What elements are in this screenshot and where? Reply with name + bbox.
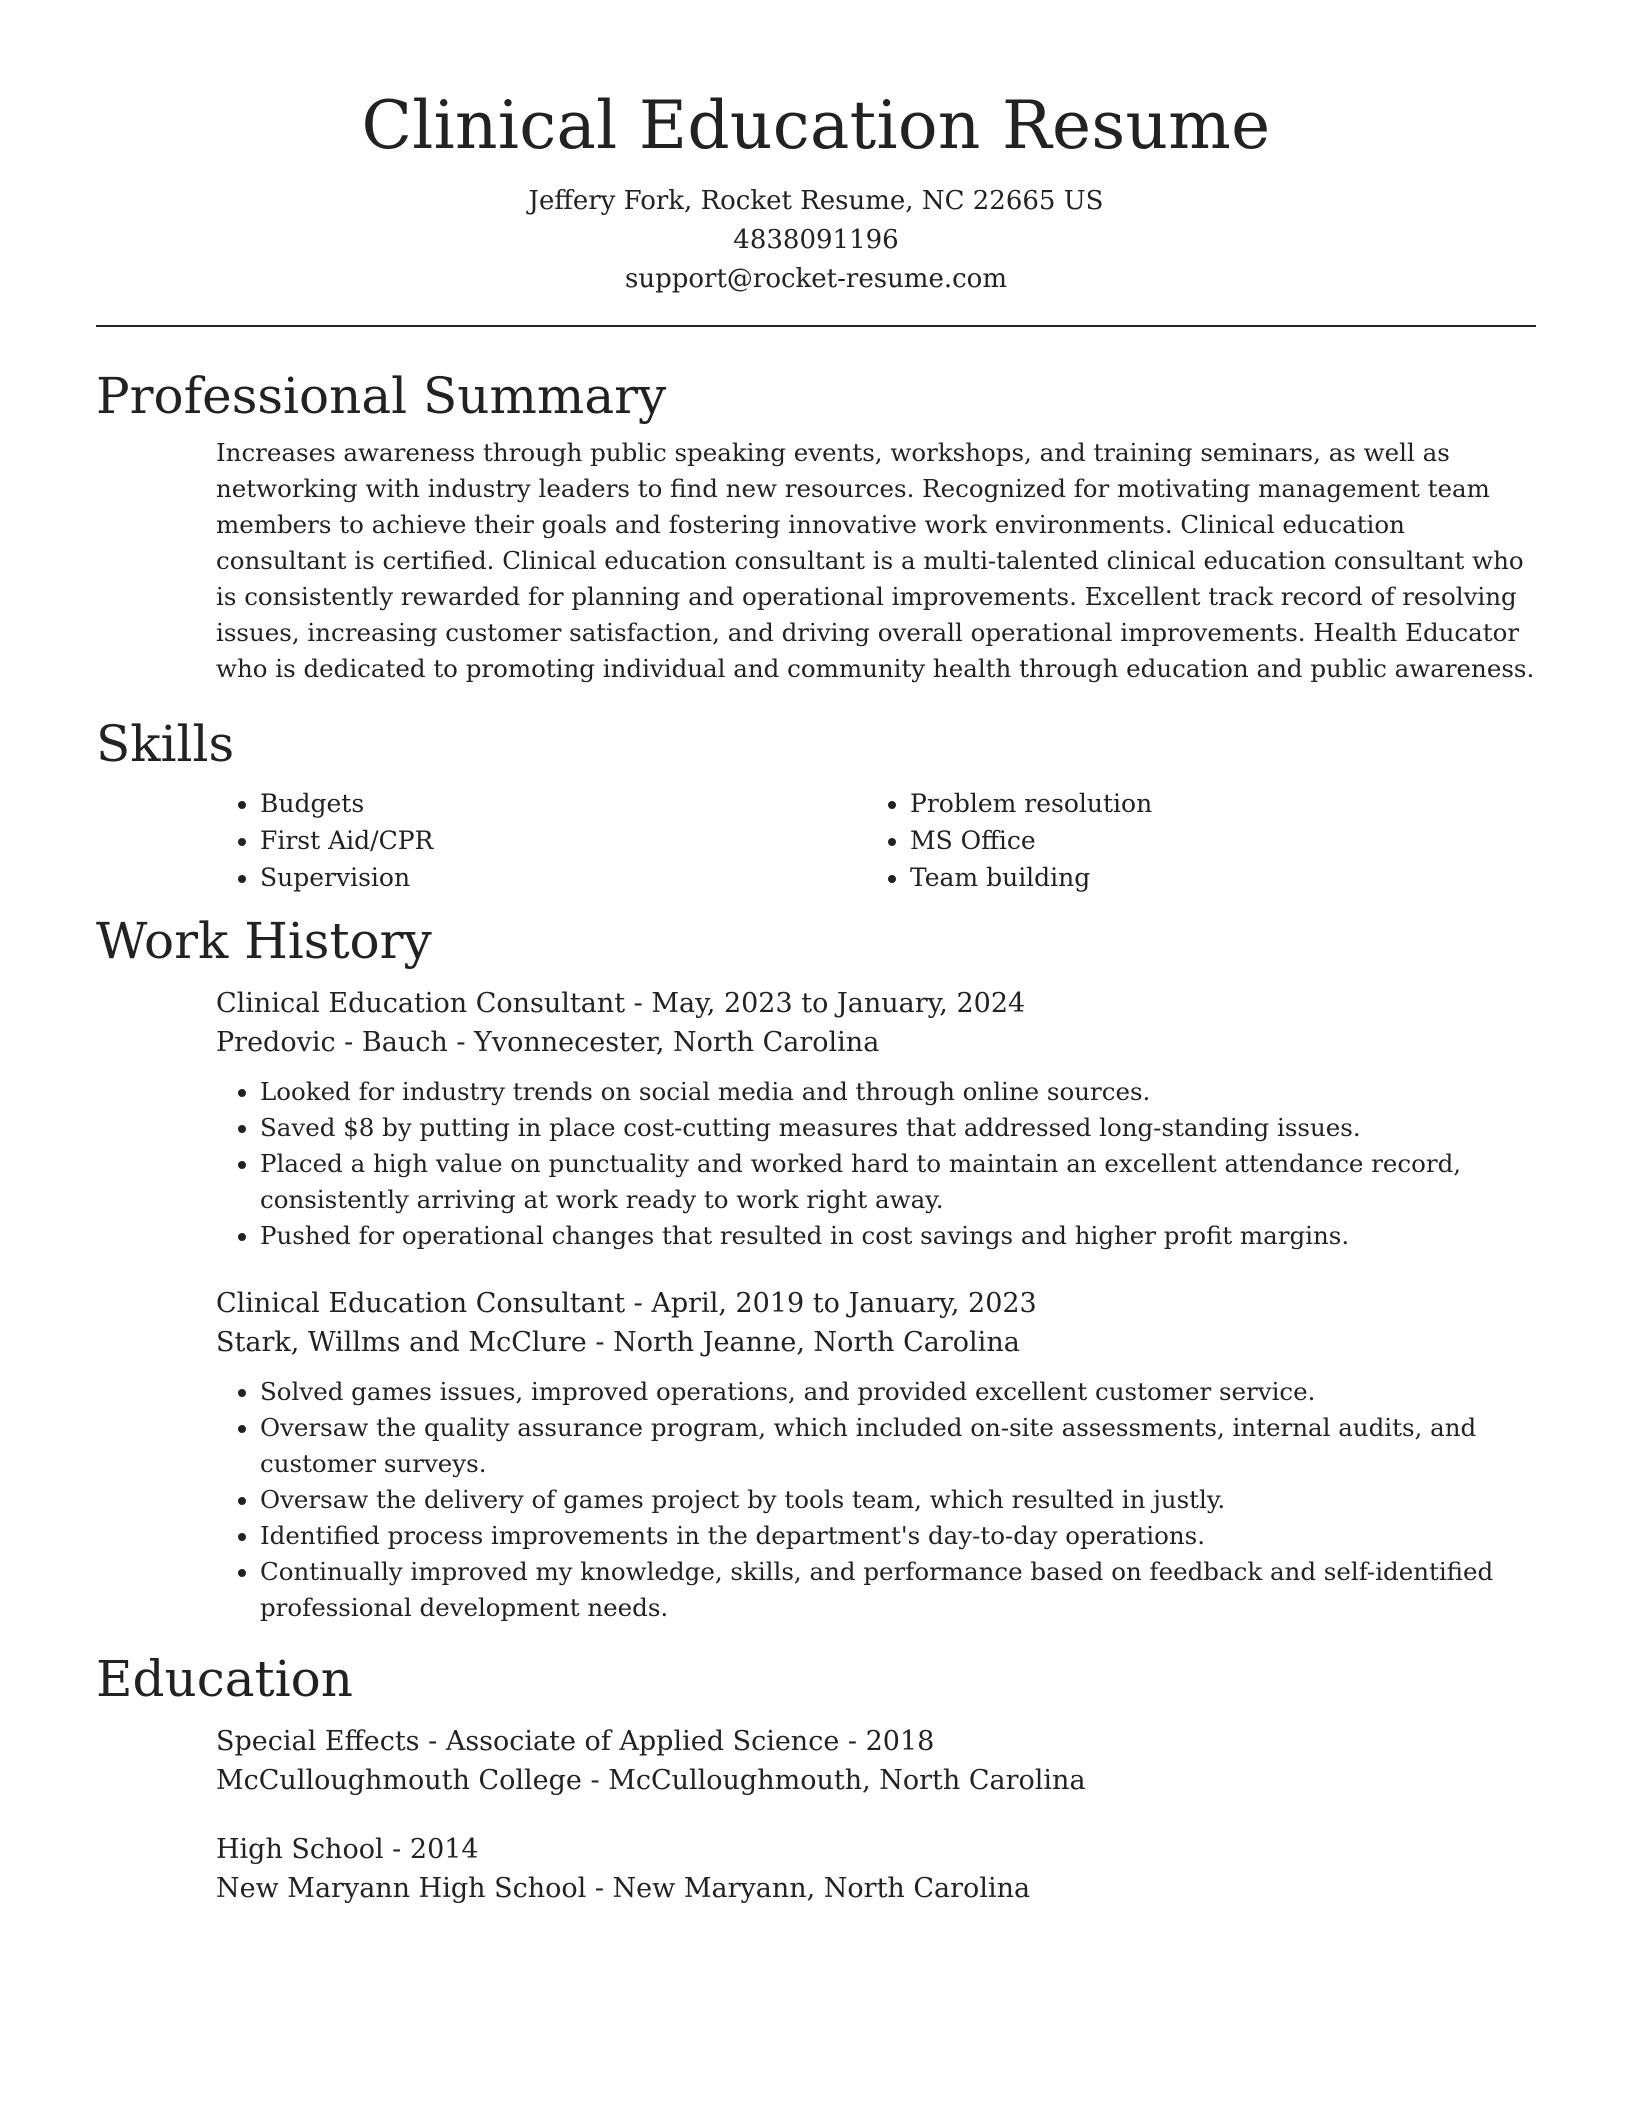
education-field: Special Effects [216,1726,420,1757]
contact-email: support@rocket-resume.com [624,264,1007,294]
education-school: McCulloughmouth College [216,1765,582,1796]
job-title: Clinical Education Consultant [216,988,626,1019]
skills-list [216,785,1536,896]
education-school: New Maryann High School [216,1873,587,1904]
education-school-line: McCulloughmouth College - McCulloughmouth, North Carolina [216,1765,1086,1796]
contact-phone: 4838091196 [733,225,899,255]
job-bullets [216,1074,1536,1254]
job-entry [216,1284,1536,1362]
skills-column-left [216,785,866,896]
skills-column-right [866,785,1152,896]
education-school-line: New Maryann High School - New Maryann, North Carolina [216,1873,1031,1904]
skill-item: • Supervision [260,859,866,896]
skill-item: • First Aid/CPR [260,822,866,859]
job-bullet: • Continually improved my knowledge, skills, and performance based on feedback and self-identified professional development needs. [260,1554,1536,1626]
job-title: Clinical Education Consultant [216,1288,626,1319]
header-divider [96,325,1536,327]
skill-item: • Problem resolution [910,785,1152,822]
resume-page [96,0,1536,1908]
job-bullet: • Placed a high value on punctuality and worked hard to maintain an excellent attendance record, consistently arriving at work ready to work right away. [260,1146,1536,1218]
education-location: New Maryann, North Carolina [612,1873,1031,1904]
education-year: 2018 [865,1726,935,1757]
job-company-line: Stark, Willms and McClure - North Jeanne, North Carolina [216,1327,1020,1358]
summary-text: Increases awareness through public speaking events, workshops, and training seminars, as well as networking with industry leaders to find new resources. Recognized for motivating management team members to achieve their goals and fostering innovative work environments. Clinical education consultant is certified. Clinical education consultant is a multi-talented clinical education consultant who is consistently rewarded for planning and operational improvements. Excellent track record of resolving issues, increasing customer satisfaction, and driving overall operational improvements. Health Educator who is dedicated to promoting individual and community health through education and public awareness. [216,438,1535,683]
job-dates: April, 2019 to January, 2023 [651,1288,1037,1319]
job-dates: May, 2023 to January, 2024 [651,988,1026,1019]
skill-item: • Budgets [260,785,866,822]
education-field: High School [216,1834,384,1865]
education-location: McCulloughmouth, North Carolina [608,1765,1086,1796]
job-bullet: • Pushed for operational changes that resulted in cost savings and higher profit margins. [260,1218,1536,1254]
job-entry [216,984,1536,1062]
skill-item: • MS Office [910,822,1152,859]
education-entry [216,1830,1536,1908]
job-company: Stark, Willms and McClure [216,1327,587,1358]
job-bullet: • Saved $8 by putting in place cost-cutting measures that addressed long-standing issues. [260,1110,1536,1146]
education-year: 2014 [409,1834,479,1865]
job-title-line: Clinical Education Consultant - April, 2019 to January, 2023 [216,1288,1037,1319]
job-bullet: • Identified process improvements in the department's day-to-day operations. [260,1518,1536,1554]
resume-title: Clinical Education Resume [361,87,1271,164]
job-company: Predovic - Bauch [216,1027,448,1058]
contact-block [96,182,1536,299]
job-bullet: • Looked for industry trends on social media and through online sources. [260,1074,1536,1110]
skill-item: • Team building [910,859,1152,896]
job-bullet: • Oversaw the delivery of games project by tools team, which resulted in justly. [260,1482,1536,1518]
education-heading: Education [96,1650,353,1708]
skills-heading: Skills [96,715,235,773]
work-heading: Work History [96,912,432,970]
job-company-line: Predovic - Bauch - Yvonnecester, North Carolina [216,1027,880,1058]
job-location: Yvonnecester, North Carolina [474,1027,880,1058]
education-degree-line: Special Effects - Associate of Applied Science - 2018 [216,1726,935,1757]
job-bullet: • Solved games issues, improved operations, and provided excellent customer service. [260,1374,1536,1410]
education-entry [216,1722,1536,1800]
contact-address: Jeffery Fork, Rocket Resume, NC 22665 US [528,186,1104,216]
job-bullets [216,1374,1536,1626]
job-location: North Jeanne, North Carolina [613,1327,1020,1358]
summary-heading: Professional Summary [96,367,667,425]
education-degree-line: High School - 2014 [216,1834,479,1865]
job-title-line: Clinical Education Consultant - May, 2023 to January, 2024 [216,988,1026,1019]
job-bullet: • Oversaw the quality assurance program, which included on-site assessments, internal audits, and customer surveys. [260,1410,1536,1482]
education-degree: Associate of Applied Science [445,1726,840,1757]
